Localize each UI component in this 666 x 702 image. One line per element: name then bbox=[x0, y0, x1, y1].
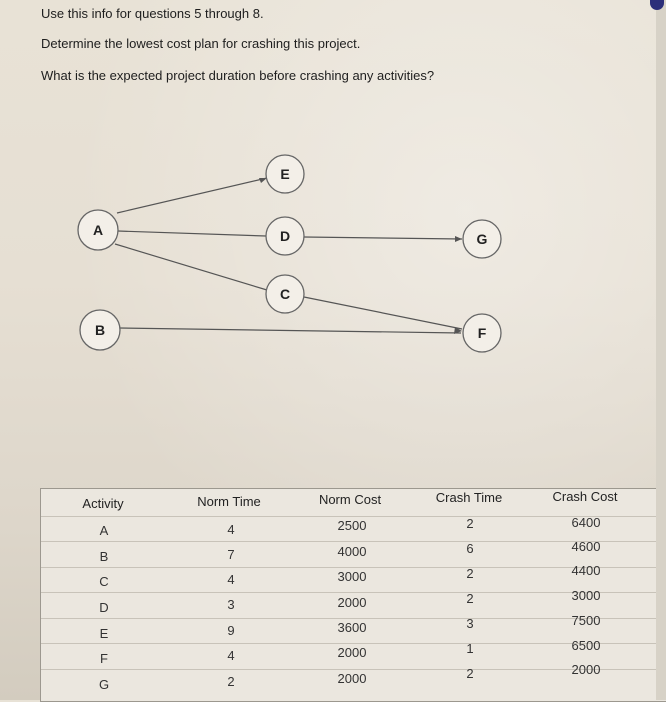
svg-text:E: E bbox=[280, 166, 290, 182]
cell-norm-time: 4 bbox=[227, 648, 235, 663]
arrowhead-e bbox=[259, 178, 267, 183]
header-crash-cost: Crash Cost bbox=[552, 489, 618, 504]
svg-text:C: C bbox=[279, 286, 291, 302]
cell-norm-time: 4 bbox=[227, 522, 235, 537]
question-duration: What is the expected project duration before crashing any activities? bbox=[41, 68, 435, 83]
node-b bbox=[80, 310, 120, 350]
question-crash-plan: Determine the lowest cost plan for crashing this project. bbox=[41, 36, 361, 51]
cell-norm-time: 7 bbox=[227, 547, 235, 562]
node-e bbox=[266, 155, 304, 193]
svg-text:B: B bbox=[94, 322, 106, 338]
svg-text:D: D bbox=[279, 228, 291, 244]
cell-norm-cost: 2500 bbox=[337, 518, 367, 533]
cell-crash-cost: 2000 bbox=[571, 662, 601, 677]
cell-norm-time: 4 bbox=[227, 572, 235, 587]
edge-c-f bbox=[304, 297, 462, 329]
cell-norm-cost: 4000 bbox=[337, 544, 367, 559]
activity-table bbox=[40, 488, 666, 702]
cell-norm-time: 2 bbox=[227, 674, 235, 689]
cell-crash-cost: 6400 bbox=[571, 515, 601, 530]
cell-crash-time: 6 bbox=[466, 541, 474, 556]
svg-text:F: F bbox=[477, 325, 487, 341]
cell-norm-cost: 2000 bbox=[337, 595, 367, 610]
node-c bbox=[266, 275, 304, 313]
svg-text:A: A bbox=[92, 222, 104, 238]
cell-crash-time: 2 bbox=[466, 516, 474, 531]
cell-activity: C bbox=[99, 574, 109, 589]
cell-crash-time: 2 bbox=[466, 566, 474, 581]
cell-norm-cost: 3600 bbox=[337, 620, 367, 635]
cell-norm-cost: 3000 bbox=[337, 569, 367, 584]
header-activity: Activity bbox=[82, 496, 124, 511]
cell-activity: E bbox=[99, 626, 109, 641]
question-intro: Use this info for questions 5 through 8. bbox=[41, 6, 264, 21]
edge-a-d bbox=[118, 231, 266, 236]
arrowhead-g bbox=[455, 236, 462, 242]
edge-a-e bbox=[117, 178, 267, 213]
cell-crash-time: 3 bbox=[466, 616, 474, 631]
node-g bbox=[463, 220, 501, 258]
node-f bbox=[463, 314, 501, 352]
screen-edge bbox=[656, 0, 666, 700]
edge-d-g bbox=[304, 237, 462, 239]
edge-a-c bbox=[115, 244, 267, 290]
cell-crash-time: 2 bbox=[466, 666, 474, 681]
svg-text:G: G bbox=[476, 231, 488, 247]
cell-activity: G bbox=[98, 677, 110, 692]
cell-crash-cost: 4600 bbox=[571, 539, 601, 554]
cell-crash-cost: 6500 bbox=[571, 638, 601, 653]
header-crash-time: Crash Time bbox=[435, 490, 503, 505]
cell-activity: A bbox=[99, 523, 109, 538]
cell-activity: B bbox=[99, 549, 109, 564]
header-norm-cost: Norm Cost bbox=[318, 492, 382, 507]
cell-crash-time: 2 bbox=[466, 591, 474, 606]
cell-crash-cost: 4400 bbox=[571, 563, 601, 578]
cell-norm-time: 9 bbox=[227, 623, 235, 638]
node-d bbox=[266, 217, 304, 255]
edge-b-f bbox=[120, 328, 461, 333]
cell-norm-cost: 2000 bbox=[337, 645, 367, 660]
cell-crash-cost: 3000 bbox=[571, 588, 601, 603]
cell-norm-time: 3 bbox=[227, 597, 235, 612]
node-a bbox=[78, 210, 118, 250]
cell-norm-cost: 2000 bbox=[337, 671, 367, 686]
cell-activity: F bbox=[100, 651, 108, 666]
cell-crash-time: 1 bbox=[466, 641, 474, 656]
header-norm-time: Norm Time bbox=[197, 494, 261, 509]
cell-activity: D bbox=[99, 600, 109, 615]
cell-crash-cost: 7500 bbox=[571, 613, 601, 628]
